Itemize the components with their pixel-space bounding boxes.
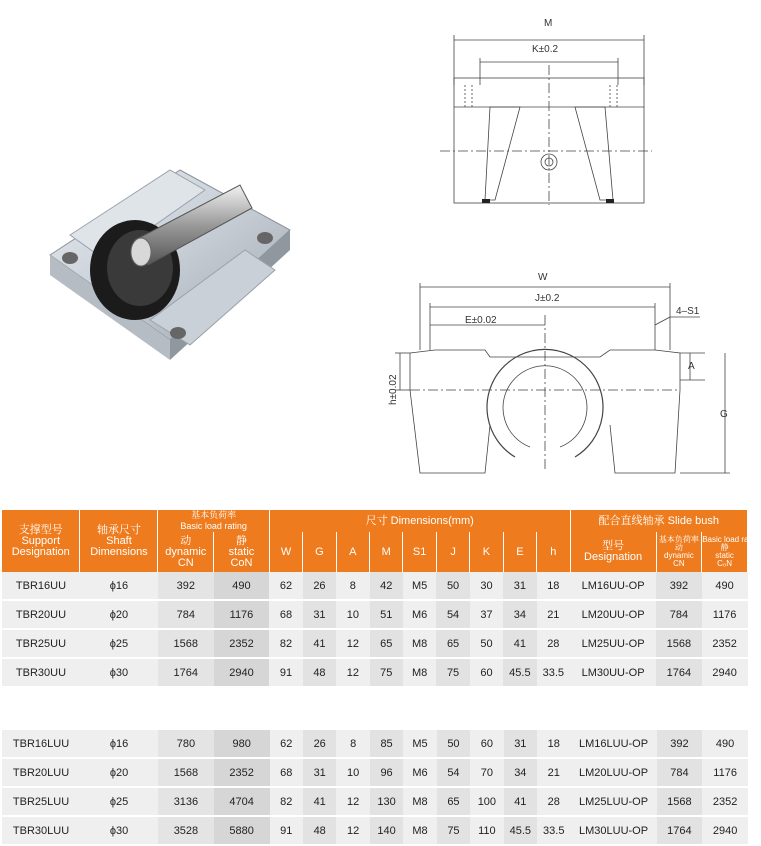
table-cell: 2940 [214,658,270,687]
table-cell: 10 [336,758,369,787]
table-cell: 1568 [158,758,214,787]
table-cell: LM16LUU-OP [570,730,656,758]
table-cell: 54 [437,758,470,787]
table-cell: 12 [336,787,369,816]
table-cell: 784 [656,600,702,629]
table-cell: 60 [470,730,503,758]
table-cell: 34 [504,758,537,787]
header-support: 支撑型号 Support Designation [2,510,80,572]
table-cell: 42 [370,572,403,600]
table-cell: 41 [503,629,536,658]
table-cell: 392 [656,572,702,600]
table-cell: 51 [370,600,403,629]
table-cell: 68 [270,758,303,787]
table-cell: TBR20LUU [2,758,80,787]
table-cell: 68 [269,600,302,629]
table-cell: 490 [702,572,748,600]
table-cell: ϕ20 [80,600,158,629]
table-cell: 62 [270,730,303,758]
table-cell: TBR30UU [2,658,80,687]
table-row [2,572,748,600]
table-cell: 100 [470,787,503,816]
table-cell: 26 [303,572,336,600]
table-cell: 490 [702,730,748,758]
table-cell: LM25UU-OP [570,629,656,658]
table-cell: 784 [158,600,214,629]
table-cell: 3136 [158,787,214,816]
table-cell: ϕ16 [80,730,158,758]
spec-table [2,510,761,688]
table-cell: 54 [436,600,469,629]
table-cell: 45.5 [503,658,536,687]
table-cell: 2940 [702,658,748,687]
table-cell: 48 [303,816,336,845]
table-cell: 12 [336,658,369,687]
table-cell: 30 [470,572,503,600]
dim-K-label: K±0.2 [532,44,559,55]
header-bush-static: Basic load rating 静 static C₀N [702,532,748,572]
table-cell: ϕ25 [80,629,158,658]
table-cell: 18 [537,572,570,600]
dim-A-label: A [688,361,695,372]
header-col-K: K [470,532,503,572]
table-cell: 60 [470,658,503,687]
table-cell: 48 [303,658,336,687]
table-cell: LM25LUU-OP [570,787,656,816]
table-row [2,787,748,816]
table-cell: 65 [437,787,470,816]
table-cell: 33.5 [537,658,570,687]
table-cell: 82 [270,787,303,816]
table-cell: 3528 [158,816,214,845]
header-slide-bush: 配合直线轴承 Slide bush [570,510,747,532]
table-cell: ϕ30 [80,816,158,845]
table-cell: 21 [537,600,570,629]
table-cell: LM16UU-OP [570,572,656,600]
table-row [2,600,748,629]
table-cell: ϕ16 [80,572,158,600]
table-cell: 91 [270,816,303,845]
table-cell: 130 [370,787,403,816]
header-col-W: W [269,532,302,572]
table-cell: 1176 [214,600,270,629]
table-cell: 31 [503,572,536,600]
table-cell: 96 [370,758,403,787]
header-bush-model: 型号 Designation [570,532,656,572]
table-cell: 980 [214,730,270,758]
table-cell: 34 [503,600,536,629]
table-cell: LM20UU-OP [570,600,656,629]
table-cell: 1568 [657,787,703,816]
table-cell: M6 [403,758,436,787]
header-bush-dynamic: 基本负荷率 动 dynamic CN [656,532,702,572]
table-cell: 2940 [702,816,748,845]
header-load: 基本负荷率 Basic load rating [158,510,269,532]
header-dynamic: 动 dynamic CN [158,532,214,572]
table-cell: 110 [470,816,503,845]
table-cell: 10 [336,600,369,629]
table-cell: 392 [657,730,703,758]
table-cell: M8 [403,629,436,658]
header-static: 静 static CoN [214,532,270,572]
table-cell: ϕ20 [80,758,158,787]
table-cell: 4704 [214,787,270,816]
dim-G-label: G [720,409,728,420]
dim-J-label: J±0.2 [535,293,560,304]
table-cell: 1176 [702,600,748,629]
table-cell: 1764 [158,658,214,687]
header-col-J: J [436,532,469,572]
table-cell: 18 [537,730,570,758]
table-cell: M5 [403,730,436,758]
table-cell: 41 [303,629,336,658]
table-cell: 37 [470,600,503,629]
table-cell: 62 [269,572,302,600]
table-cell: 1764 [656,658,702,687]
table-cell: 70 [470,758,503,787]
table-cell: 41 [504,787,537,816]
table-cell: 12 [336,629,369,658]
table-cell: 65 [436,629,469,658]
table-cell: TBR30LUU [2,816,80,845]
table-cell: ϕ30 [80,658,158,687]
table-cell: 2352 [214,758,270,787]
table-cell: 12 [336,816,369,845]
table-cell: TBR20UU [2,600,80,629]
table-row [2,730,748,758]
table-cell: 50 [437,730,470,758]
table-cell: 28 [537,787,570,816]
table-cell: 41 [303,787,336,816]
table-cell: 50 [436,572,469,600]
table-cell: TBR25LUU [2,787,80,816]
table-cell: 490 [214,572,270,600]
header-col-h: h [537,532,570,572]
table-cell: TBR25UU [2,629,80,658]
spec-table-long [2,730,748,846]
table-cell: 1176 [702,758,748,787]
product-photo [40,150,300,370]
table-cell: 1568 [158,629,214,658]
table-cell: LM30UU-OP [570,658,656,687]
table-cell: 1764 [657,816,703,845]
dim-M-label: M [544,18,553,29]
table-cell: ϕ25 [80,787,158,816]
header-col-E: E [503,532,536,572]
table-cell: 28 [537,629,570,658]
table-cell: 2352 [702,787,748,816]
header-col-G: G [303,532,336,572]
table-cell: 45.5 [504,816,537,845]
table-cell: 5880 [214,816,270,845]
table-cell: M8 [403,787,436,816]
header-dimensions: 尺寸 Dimensions(mm) [269,510,570,532]
table-cell: 33.5 [537,816,570,845]
table-cell: TBR16UU [2,572,80,600]
table-cell: 65 [370,629,403,658]
table-cell: 75 [436,658,469,687]
table-cell: 26 [303,730,336,758]
table-cell: 784 [657,758,703,787]
top-view-drawing [420,10,660,210]
table-cell: 2352 [214,629,270,658]
dim-E-label: E±0.02 [465,315,497,326]
table-cell: 82 [269,629,302,658]
table-cell: 85 [370,730,403,758]
table-cell: 31 [303,600,336,629]
table-cell: 8 [336,572,369,600]
table-cell: 140 [370,816,403,845]
table-cell: 75 [437,816,470,845]
table-cell: M5 [403,572,436,600]
header-col-A: A [336,532,369,572]
table-row [2,816,748,845]
table-cell: LM20LUU-OP [570,758,656,787]
table-cell: 780 [158,730,214,758]
table-cell: 21 [537,758,570,787]
table-row [2,629,748,658]
table-cell: M6 [403,600,436,629]
table-cell: 2352 [702,629,748,658]
header-col-S1: S1 [403,532,436,572]
table-row [2,658,748,687]
dim-S1-label: 4–S1 [676,306,700,317]
table-cell: 31 [303,758,336,787]
table-cell: 91 [269,658,302,687]
header-shaft: 轴承尺寸 Shaft Dimensions [80,510,158,572]
table-cell: 50 [470,629,503,658]
table-cell: M8 [403,816,436,845]
table-cell: 31 [504,730,537,758]
dim-W-label: W [538,272,548,283]
table-cell: 75 [370,658,403,687]
table-cell: 8 [336,730,369,758]
table-cell: 1568 [656,629,702,658]
dim-h-label: h±0.02 [388,374,399,405]
table-cell: LM30LUU-OP [570,816,656,845]
table-cell: TBR16LUU [2,730,80,758]
table-row [2,758,748,787]
side-view-drawing [370,265,740,475]
table-cell: M8 [403,658,436,687]
table-cell: 392 [158,572,214,600]
header-col-M: M [370,532,403,572]
